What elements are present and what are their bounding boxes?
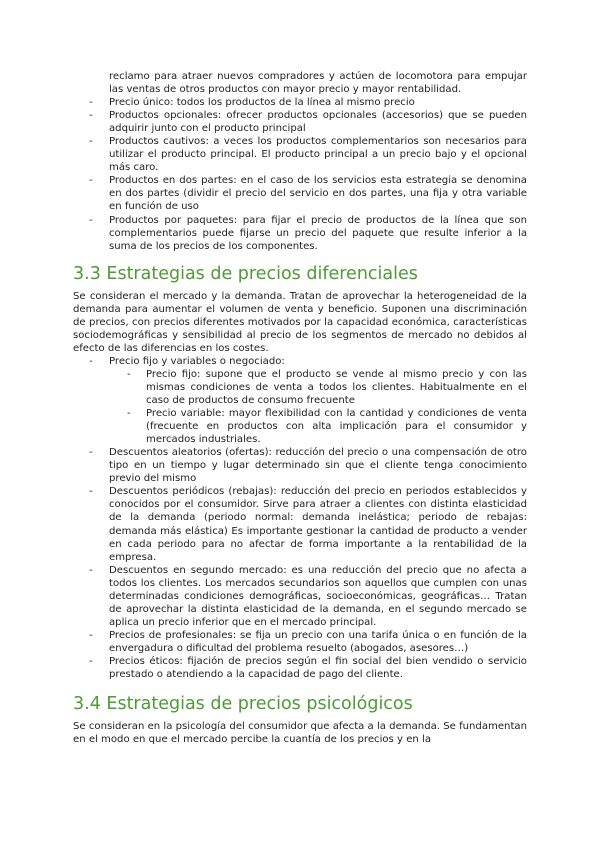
list-dash: - — [89, 564, 93, 576]
list-item-text: Precios éticos: fijación de precios según el fin social del bien vendido o servicio prestado o atendiendo a la capacidad de pago del cliente. — [109, 655, 527, 681]
list-dash: - — [89, 486, 93, 498]
list-item-text: Precio variable: mayor flexibilidad con la cantidad y condiciones de venta (frecuente en productos con alta implicación para el consumidor y mercados industriales. — [146, 408, 527, 446]
list-dash: - — [127, 408, 131, 420]
list-item-text: Precio fijo: supone que el producto se vende al mismo precio y con las mismas condiciones de venta a todos los clientes. Habitualmente en el caso de productos de consumo frecuente — [146, 368, 527, 407]
list-item — [73, 174, 527, 213]
list-item — [73, 135, 527, 174]
list-item-text: Descuentos aleatorios (ofertas): reducción del precio o una compensación de otro tipo en un tiempo y lugar determinado sin que el cliente tenga conocimiento previo del mismo — [109, 447, 527, 485]
list-item — [73, 70, 527, 96]
list-dash: - — [89, 629, 93, 641]
list-dash: - — [89, 214, 93, 226]
list-item — [73, 407, 527, 446]
list-item — [73, 485, 527, 563]
list-dash: - — [89, 97, 93, 109]
list-item — [73, 655, 527, 681]
section-3-4-intro: Se consideran en la psicología del consumidor que afecta a la demanda. Se fundamentan en el modo en que el mercado percibe la cuantía de los precios y en la — [73, 721, 527, 746]
list-dash: - — [89, 110, 93, 122]
list-item — [73, 96, 527, 109]
list-item — [73, 368, 527, 407]
list-dash: - — [89, 655, 93, 667]
list-item-text: Productos opcionales: ofrecer productos opcionales (accesorios) que se pueden adquirir junto con el producto principal — [109, 110, 527, 135]
list-item-text: Productos en dos partes: en el caso de los servicios esta estrategia se denomina en dos partes (dividir el precio del servicio en dos partes, una fija y otra variable en función de uso — [109, 175, 527, 213]
list-dash: - — [89, 447, 93, 459]
list-item-text: Precio único: todos los productos de la línea al mismo precio — [109, 97, 415, 109]
list-item — [73, 629, 527, 655]
list-item-text: Productos cautivos: a veces los productos complementarios son necesarios para utilizar el producto principal. El producto principal a un precio bajo y el opcional más caro. — [109, 136, 527, 174]
list-item-text: Precio fijo y variables o negociado: — [109, 355, 285, 367]
pricing-strategies-list — [73, 70, 527, 253]
list-item-text: Productos por paquetes: para fijar el precio de productos de la línea que son complementarios puede fijarse un precio del paquete que resulte inferior a la suma de los precios de los componentes. — [109, 214, 527, 252]
list-dash: - — [127, 368, 131, 380]
section-heading-3-3: 3.3 Estrategias de precios diferenciales — [73, 263, 418, 284]
list-item — [73, 564, 527, 629]
list-dash: - — [89, 175, 93, 187]
list-item-text: Descuentos periódicos (rebajas): reducción del precio en periodos establecidos y conocidos por el consumidor. Sirve para atraer a clientes con distinta elasticidad de la demanda (periodo normal: demanda inelástica; periodo de rebajas: demanda más elástica) Es importante gestionar la cantidad de producto a vender en cada periodo para no afectar de forma importante a la rentabilidad de la empresa. — [109, 486, 527, 563]
list-dash: - — [89, 136, 93, 148]
list-dash: - — [89, 355, 93, 367]
list-item — [73, 109, 527, 135]
section-3-3-intro: Se consideran el mercado y la demanda. Tratan de aprovechar la heterogeneidad de la demanda para aumentar el volumen de venta y beneficio. Suponen una discriminación de precios, con precios diferentes motivados por la capacidad económica, características sociodemográficas y sensibilidad al precio de los segmentos de mercado no debidos al efecto de las diferencias en los costes. — [73, 290, 527, 354]
list-item — [73, 446, 527, 485]
list-item — [73, 355, 527, 368]
list-item-text: Precios de profesionales: se fija un precio con una tarifa única o en función de la envergadura o dificultad del problema resuelto (abogados, asesores…) — [109, 629, 527, 654]
list-item-text: Descuentos en segundo mercado: es una reducción del precio que no afecta a todos los clientes. Los mercados secundarios son aquellos que cumplen con unas determinadas condiciones demográficas, socioeconómicas, geográficas… Tratan de aprovechar la distinta elasticidad de la demanda, en el segundo mercado se aplica un precio inferior que en el mercado principal. — [109, 564, 527, 628]
page-content — [73, 70, 527, 746]
differential-pricing-list — [73, 355, 527, 681]
list-item-text: reclamo para atraer nuevos compradores y actúen de locomotora para empujar las ventas de otros productos con mayor precio y mayor rentabilidad. — [109, 71, 527, 96]
list-item — [73, 214, 527, 253]
section-heading-3-4: 3.4 Estrategias de precios psicológicos — [73, 694, 413, 715]
